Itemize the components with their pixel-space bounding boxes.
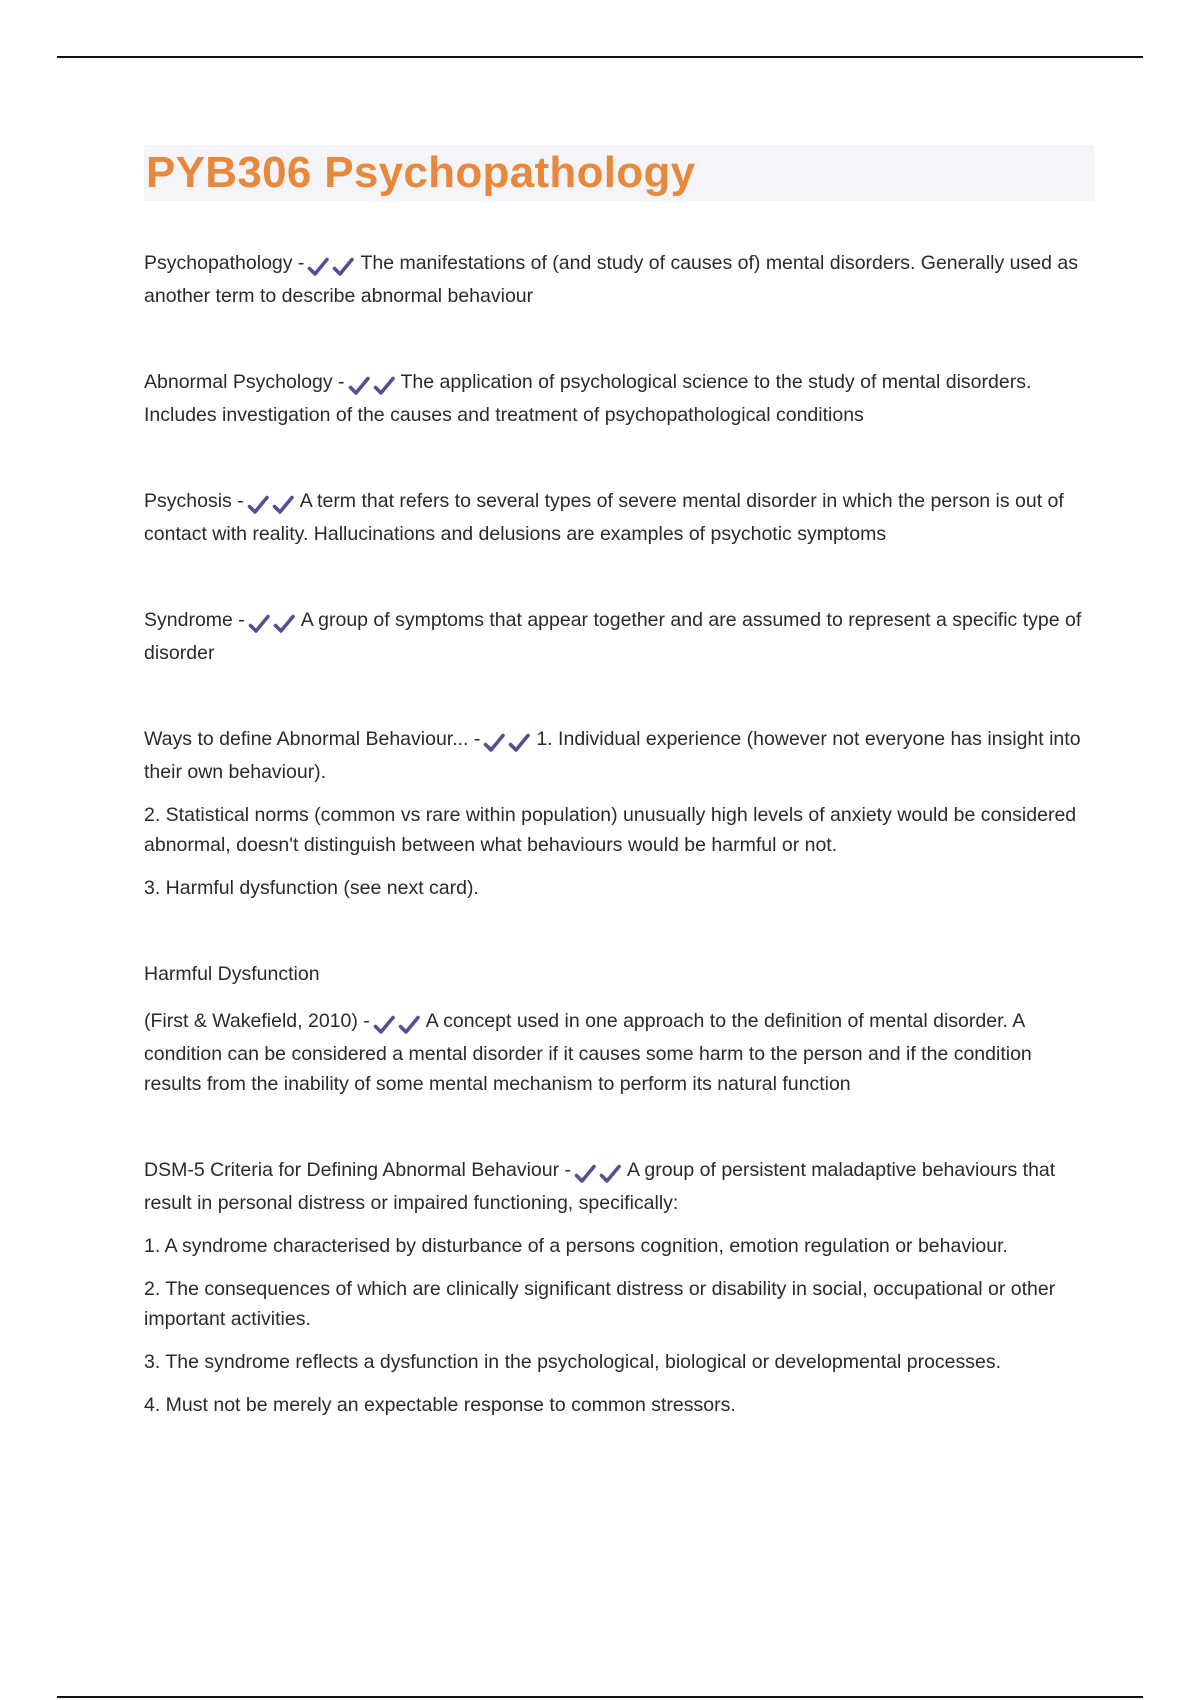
double-check-icons xyxy=(483,727,533,757)
entry-definition: A group of symptoms that appear together and are assumed to represent a specific type of disorder xyxy=(144,609,1082,664)
check-mark-icon xyxy=(332,257,354,277)
check-mark-icon xyxy=(248,614,270,634)
entry-definition-line xyxy=(144,367,1094,430)
check-mark-icon xyxy=(373,1015,395,1035)
check-mark-icon xyxy=(272,495,294,515)
entry-term: Abnormal Psychology - xyxy=(144,371,345,393)
entry-definition: A concept used in one approach to the definition of mental disorder. A condition can be considered a mental disorder if it causes some harm to the person and if the condition results from the inability of some mental mechanism to perform its natural function xyxy=(144,1010,1032,1095)
title-band xyxy=(144,145,1094,201)
entry-list-item: 4. Must not be merely an expectable response to common stressors. xyxy=(144,1394,736,1416)
check-mark-icon xyxy=(483,733,505,753)
check-mark-icon xyxy=(599,1164,621,1184)
check-mark-icon xyxy=(508,733,530,753)
entry-definition: The manifestations of (and study of causes of) mental disorders. Generally used as another term to describe abnormal behaviour xyxy=(144,252,1078,307)
bottom-rule xyxy=(57,1696,1143,1698)
flashcard-entry xyxy=(144,486,1094,549)
flashcard-entry xyxy=(144,248,1094,311)
entry-definition-line xyxy=(144,1006,1094,1099)
entry-term: Psychopathology - xyxy=(144,252,305,274)
flashcard-entry xyxy=(144,724,1094,903)
entry-list-item: 3. Harmful dysfunction (see next card). xyxy=(144,877,479,899)
entry-term: (First & Wakefield, 2010) - xyxy=(144,1010,370,1032)
flashcard-entry xyxy=(144,605,1094,668)
entry-term: Ways to define Abnormal Behaviour... - xyxy=(144,728,481,750)
flashcard-entry xyxy=(144,1155,1094,1420)
document-content xyxy=(144,145,1094,1476)
entry-definition: A group of persistent maladaptive behaviours that result in personal distress or impaired functioning, specifically: xyxy=(144,1159,1056,1214)
page-title: PYB306 Psychopathology xyxy=(146,148,696,197)
check-mark-icon xyxy=(273,614,295,634)
entry-list-item: 2. The consequences of which are clinically significant distress or disability in social, occupational or other important activities. xyxy=(144,1278,1056,1330)
entry-term: Psychosis - xyxy=(144,490,244,512)
entry-definition: 1. Individual experience (however not everyone has insight into their own behaviour). xyxy=(144,728,1081,783)
check-mark-icon xyxy=(574,1164,596,1184)
entry-definition-line xyxy=(144,605,1094,668)
entry-term: DSM-5 Criteria for Defining Abnormal Behaviour - xyxy=(144,1159,572,1181)
entry-list-item: 2. Statistical norms (common vs rare within population) unusually high levels of anxiety would be considered abnormal, doesn't distinguish between what behaviours would be harmful or not. xyxy=(144,804,1077,856)
double-check-icons xyxy=(574,1158,624,1188)
double-check-icons xyxy=(248,608,298,638)
entry-list-item: 1. A syndrome characterised by disturbance of a persons cognition, emotion regulation or behaviour. xyxy=(144,1235,1008,1257)
entry-heading: Harmful Dysfunction xyxy=(144,963,320,985)
flashcard-entry xyxy=(144,959,1094,1099)
flashcard-list xyxy=(144,248,1094,1420)
flashcard-entry xyxy=(144,367,1094,430)
check-mark-icon xyxy=(348,376,370,396)
entry-term: Syndrome - xyxy=(144,609,245,631)
double-check-icons xyxy=(373,1009,423,1039)
double-check-icons xyxy=(348,370,398,400)
entry-definition-line xyxy=(144,248,1094,311)
check-mark-icon xyxy=(247,495,269,515)
entry-definition-line xyxy=(144,1155,1094,1218)
top-rule xyxy=(57,56,1143,58)
check-mark-icon xyxy=(373,376,395,396)
entry-definition-line xyxy=(144,724,1094,787)
entry-list-item: 3. The syndrome reflects a dysfunction in the psychological, biological or developmental processes. xyxy=(144,1351,1002,1373)
check-mark-icon xyxy=(307,257,329,277)
check-mark-icon xyxy=(398,1015,420,1035)
entry-definition: A term that refers to several types of severe mental disorder in which the person is out of contact with reality. Hallucinations and delusions are examples of psychotic symptoms xyxy=(144,490,1064,545)
entry-definition-line xyxy=(144,486,1094,549)
entry-definition: The application of psychological science to the study of mental disorders. Includes investigation of the causes and treatment of psychopathological conditions xyxy=(144,371,1032,426)
double-check-icons xyxy=(307,251,357,281)
double-check-icons xyxy=(247,489,297,519)
